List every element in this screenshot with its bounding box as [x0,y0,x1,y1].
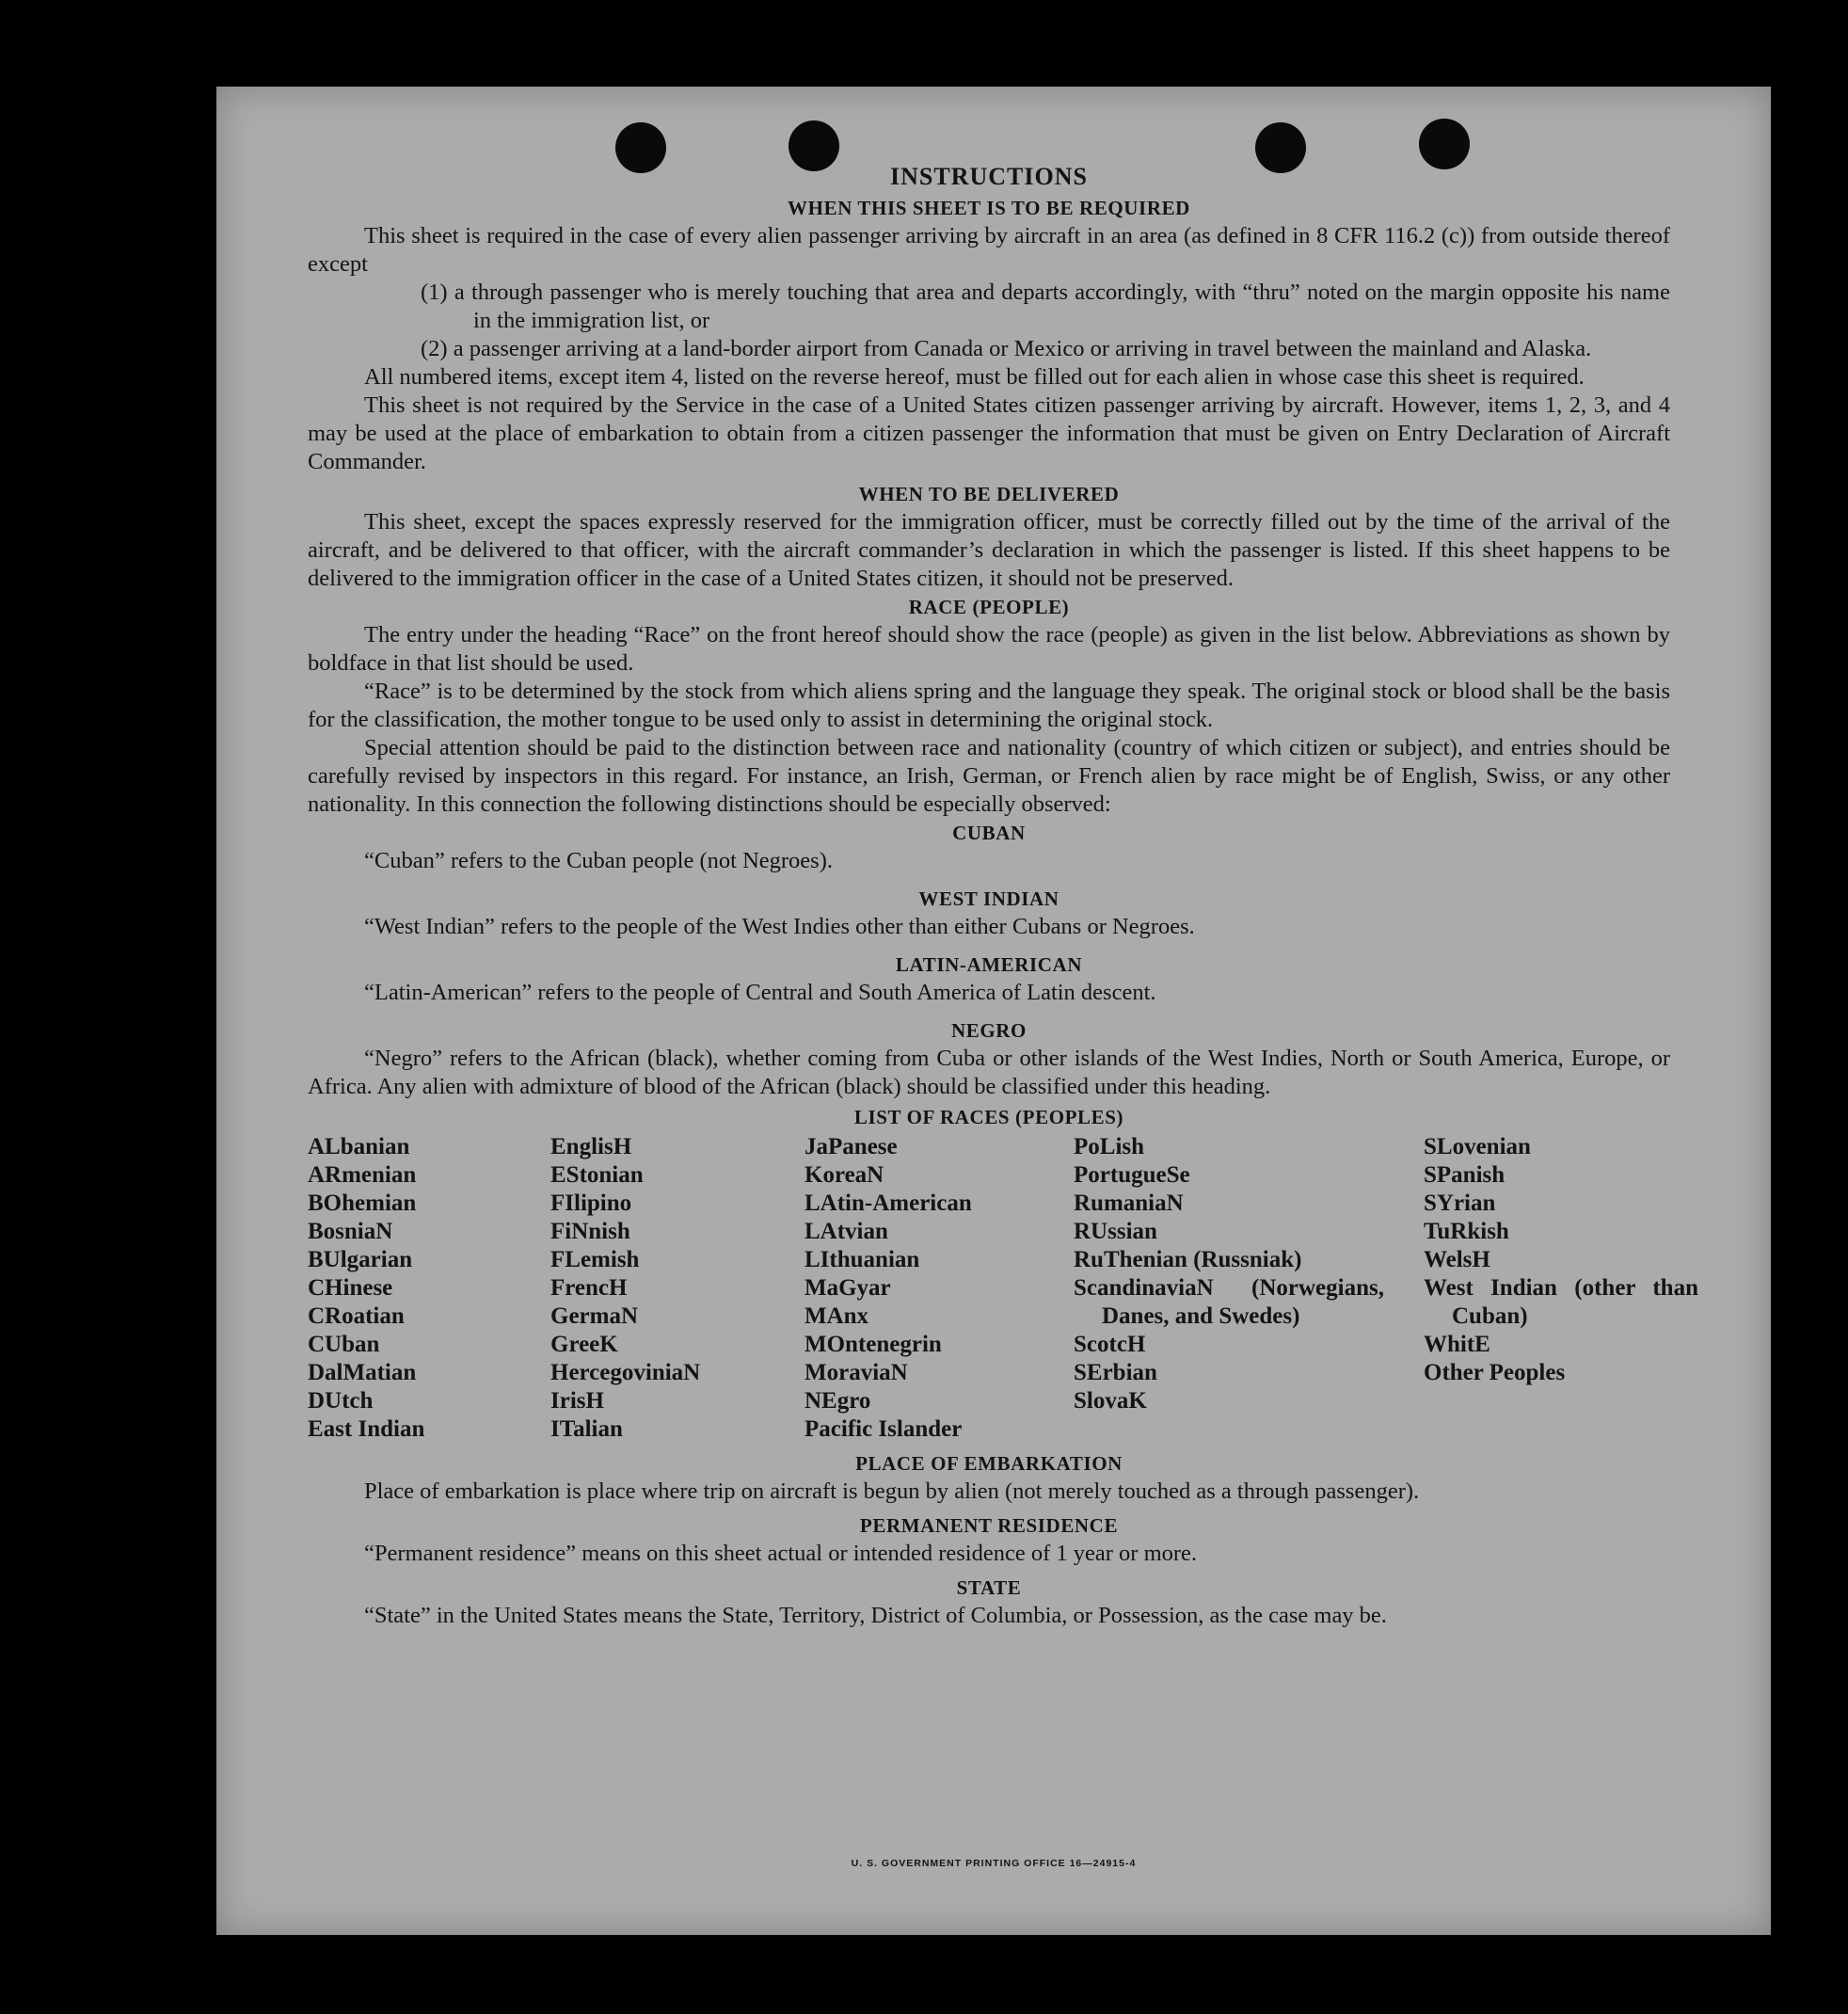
paragraph: Place of embarkation is place where trip on aircraft is begun by alien (not merely touched as a through passenger). [364,1479,1420,1504]
paragraph: “Cuban” refers to the Cuban people (not Negroes). [364,848,833,873]
race-item: CRoatian [308,1303,405,1329]
race-item: MAnx [805,1303,869,1329]
section-heading: PLACE OF EMBARKATION [855,1452,1123,1475]
race-item: HercegoviniaN [550,1360,701,1385]
section-heading: CUBAN [952,822,1026,844]
race-item: IrisH [550,1388,604,1414]
race-item: EnglisH [550,1134,632,1159]
section-heading: STATE [956,1576,1022,1599]
section-heading: NEGRO [950,1019,1027,1042]
race-item: KoreaN [805,1162,884,1188]
race-item: CUban [308,1332,380,1357]
section-heading: WEST INDIAN [918,887,1059,910]
race-item: JaPanese [805,1134,898,1159]
race-item: RUssian [1074,1219,1157,1244]
paragraph: This sheet is not required by the Service in the case of a United States citizen passenger arriving by aircraft. However, items 1, 2, 3, and 4 may be used at the place of embarkation to obtain from a citizen passenger the information that must be given on Entry Declaration of Aircraft Commander. [308,392,1670,474]
printing-office-footer: U. S. GOVERNMENT PRINTING OFFICE 16—24915-4 [851,1858,1137,1869]
race-item: ALbanian [308,1134,410,1159]
section-heading: LATIN-AMERICAN [895,953,1083,976]
race-item: MOntenegrin [805,1332,942,1357]
race-item: ITalian [550,1416,623,1442]
races-column [805,1133,1074,1444]
races-list [308,1133,1698,1444]
race-item: NEgro [805,1388,871,1414]
race-item: SlovaK [1074,1388,1147,1414]
race-item: WhitE [1424,1332,1490,1357]
race-item: SErbian [1074,1360,1157,1385]
race-item: Pacific Islander [805,1416,963,1442]
race-item: SLovenian [1424,1134,1531,1159]
race-item: BOhemian [308,1191,417,1216]
race-item: ScotcH [1074,1332,1146,1357]
race-item: LAtin-American [805,1191,972,1216]
race-item: Other Peoples [1424,1360,1566,1385]
paragraph: “Negro” refers to the African (black), whether coming from Cuba or other islands of the West Indies, North or South America, Europe, or Africa. Any alien with admixture of blood of the African (black) should be classified under this heading. [308,1046,1670,1099]
races-heading: LIST OF RACES (PEOPLES) [853,1106,1124,1128]
instructions-title: INSTRUCTIONS [890,163,1088,190]
races-column [550,1133,805,1444]
paragraph: All numbered items, except item 4, listed on the reverse hereof, must be filled out for each alien in whose case this sheet is required. [364,364,1585,390]
race-item: ScandinaviaN (Norwegians, Danes, and Swedes) [1074,1275,1384,1329]
race-item: FLemish [550,1247,640,1272]
race-item: GreeK [550,1332,618,1357]
race-item: RumaniaN [1074,1191,1184,1216]
race-item: RuThenian (Russniak) [1074,1247,1302,1272]
race-item: ARmenian [308,1162,417,1188]
document-sheet [216,87,1771,1935]
race-item: TuRkish [1424,1219,1509,1244]
race-item: DalMatian [308,1360,417,1385]
section-heading: WHEN TO BE DELIVERED [858,483,1120,505]
race-item: DUtch [308,1388,374,1414]
list-item: (2) a passenger arriving at a land-border airport from Canada or Mexico or arriving in travel between the mainland and Alaska. [421,336,1592,361]
race-item: MaGyar [805,1275,891,1301]
races-column [308,1133,550,1444]
race-item: BosniaN [308,1219,393,1244]
race-item: PortugueSe [1074,1162,1190,1188]
race-item: FIlipino [550,1191,632,1216]
race-item: BUlgarian [308,1247,413,1272]
races-column [1074,1133,1424,1444]
paragraph: This sheet is required in the case of every alien passenger arriving by aircraft in an area (as defined in 8 CFR 116.2 (c)) from outside thereof except [308,223,1670,277]
race-item: LAtvian [805,1219,888,1244]
race-item: WelsH [1424,1247,1490,1272]
paragraph: “Latin-American” refers to the people of Central and South America of Latin descent. [364,980,1156,1005]
races-column [1424,1133,1698,1444]
instructions-content [308,160,1698,1630]
paragraph: “West Indian” refers to the people of the West Indies other than either Cubans or Negroes. [364,914,1195,939]
race-item: PoLish [1074,1134,1145,1159]
section-heading: PERMANENT RESIDENCE [859,1514,1119,1537]
race-item: West Indian (other than Cuban) [1424,1275,1698,1329]
list-item: (1) a through passenger who is merely touching that area and departs accordingly, with “thru” noted on the margin opposite his name in the immigration list, or [421,280,1670,333]
paragraph: Special attention should be paid to the distinction between race and nationality (country of which citizen or subject), and entries should be carefully revised by inspectors in this regard. For instance, an Irish, German, or French alien by race might be of English, Swiss, or any other nationality. In this connection the following distinctions should be especially observed: [308,735,1670,817]
race-item: GermaN [550,1303,639,1329]
race-item: FrencH [550,1275,628,1301]
race-item: EStonian [550,1162,644,1188]
race-item: CHinese [308,1275,393,1301]
paragraph: The entry under the heading “Race” on the front hereof should show the race (people) as given in the list below. Abbreviations as shown by boldface in that list should be used. [308,622,1670,676]
section-heading: RACE (PEOPLE) [908,596,1070,618]
section-heading: WHEN THIS SHEET IS TO BE REQUIRED [788,197,1190,219]
race-item: East Indian [308,1416,425,1442]
paragraph: “State” in the United States means the State, Territory, District of Columbia, or Possession, as the case may be. [364,1603,1387,1628]
race-item: LIthuanian [805,1247,920,1272]
race-item: FiNnish [550,1219,630,1244]
paragraph: “Race” is to be determined by the stock from which aliens spring and the language they speak. The original stock or blood shall be the basis for the classification, the mother tongue to be used only to assist in determining the original stock. [308,679,1670,732]
race-item: MoraviaN [805,1360,908,1385]
race-item: SYrian [1424,1191,1496,1216]
paragraph: This sheet, except the spaces expressly reserved for the immigration officer, must be correctly filled out by the time of the arrival of the aircraft, and be delivered to that officer, with the aircraft commander’s declaration in which the passenger is listed. If this sheet happens to be delivered to the immigration officer in the case of a United States citizen, it should not be preserved. [308,509,1670,591]
race-item: SPanish [1424,1162,1505,1188]
paragraph: “Permanent residence” means on this sheet actual or intended residence of 1 year or more. [364,1541,1198,1566]
